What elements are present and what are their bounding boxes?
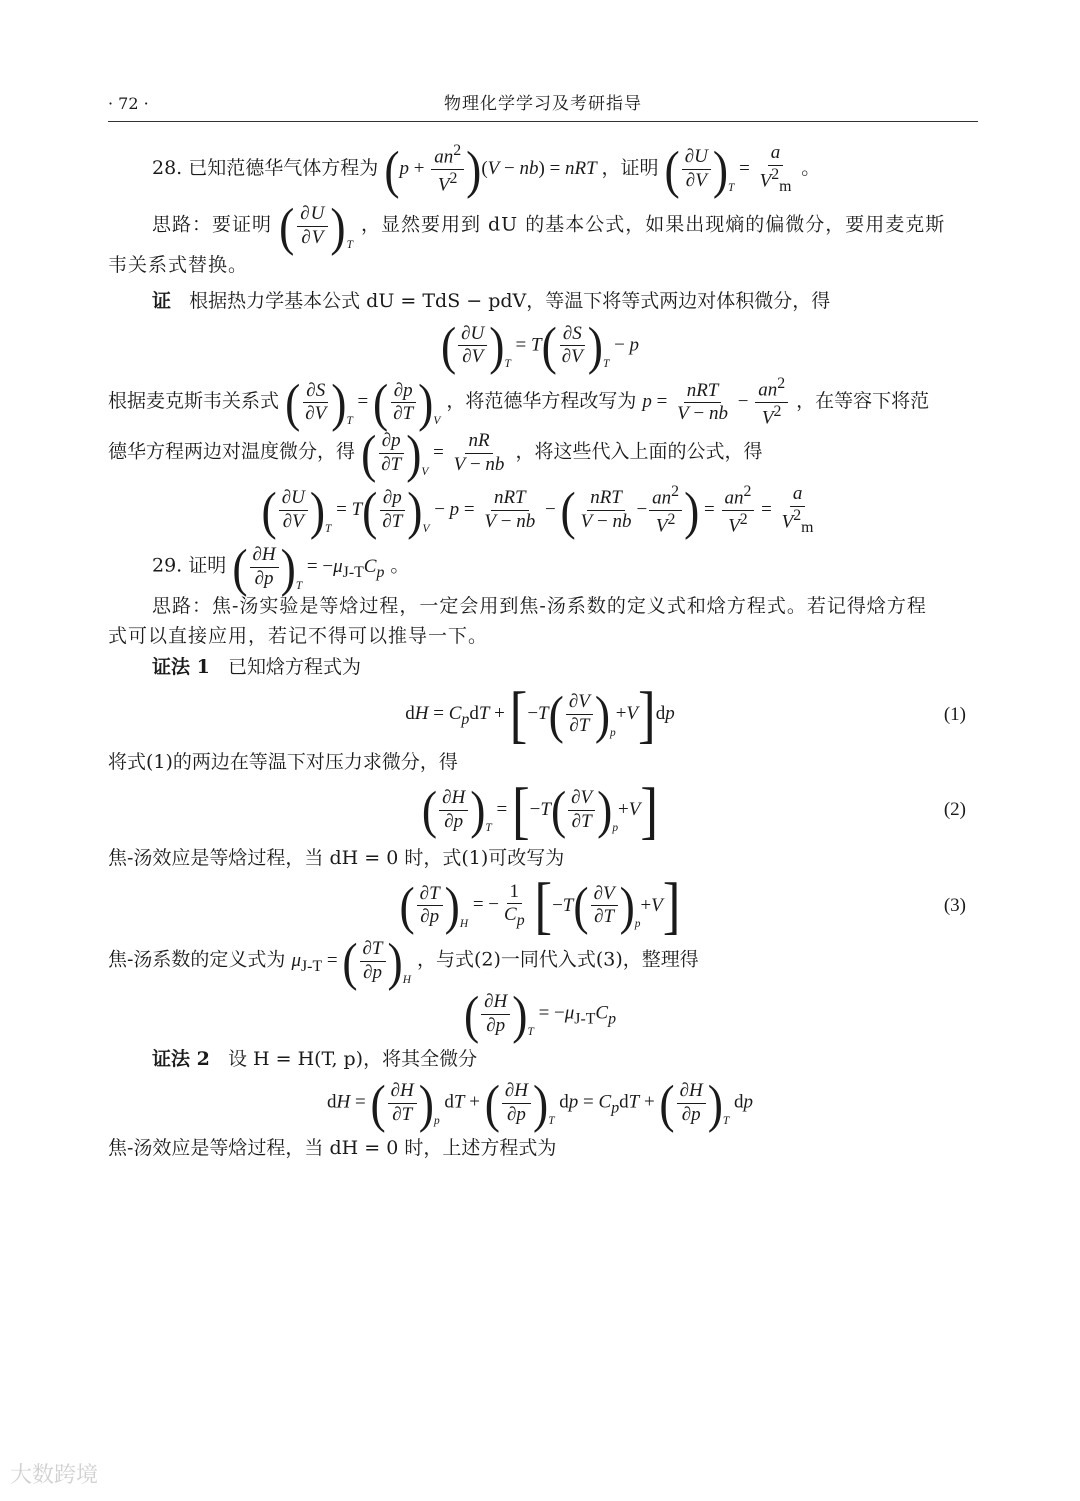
equation-2: ( $\frac{\partial H}{\partial p}$ ) T = [ − T ( $\frac{\partial V}{\partial T}$ ) p + V ] (2) [421, 774, 966, 846]
q29-t3b: ，与式(2)一同代入式(3)，整理得 [416, 949, 699, 972]
page-header [108, 85, 978, 122]
q28-target: ( $\frac{\partial U}{\partial V}$ ) T = $\frac{a}{V^2_m}$ [664, 139, 792, 199]
q29-method1 [108, 652, 972, 682]
q29-end: 。 [390, 554, 410, 577]
q28-maxwell-b: ，将范德华方程改写为 [446, 390, 637, 413]
eq3-number: (3) [943, 894, 966, 916]
watermark: 大数跨境 [10, 1462, 99, 1488]
q29-t2: 焦-汤效应是等焓过程，当 dH = 0 时，式(1)可改写为 [108, 846, 565, 869]
q28-eq-a: ( $\frac{\partial U}{\partial V}$ ) T = T ( $\frac{\partial S}{\partial V}$ ) T − p [440, 316, 640, 375]
method1-label: 证法 1 [152, 655, 210, 678]
method2-label: 证法 2 [152, 1047, 210, 1070]
equation-1: dH = $C_pdT$ + [ − T ( $\frac{\partial V}{\partial T}$ ) p + V ] dp (1) [405, 679, 966, 750]
q28-statement [108, 139, 972, 199]
proof-label: 证 [152, 290, 172, 313]
q29-t3: 焦-汤系数的定义式为 $\mu_{J-T}$ = ( $\frac{\partial T}{\partial p}$ ) H ，与式(2)一同代入式(3)，整理得 [108, 932, 699, 991]
q28-maxwell: 根据麦克斯韦关系式 ( $\frac{\partial S}{\partial V}$ ) T = ( $\frac{\partial p}{\partial T}$ ) V ，将范德华方程改写为 p = $\frac{\text{nRT}}{V - nb}$ − $\frac{an^2}{V^2}$ ，在等容下将范 [108, 373, 930, 432]
q29-think-b: 式可以直接应用，若记不得可以推导一下。 [108, 625, 489, 648]
q28-maxwell-c: ，在等容下将范 [796, 390, 930, 413]
q28-think-c: 韦关系式替换。 [108, 253, 249, 276]
q28-proof-a: 根据热力学基本公式 dU = TdS − pdV，等温下将等式两边对体积微分，得 [189, 290, 831, 313]
q28-maxwell-a: 根据麦克斯韦关系式 [108, 390, 280, 413]
q29-result-1: ( $\frac{\partial H}{\partial p}$ ) T = $-\mu_{J-T}C_p$ [463, 984, 617, 1044]
q29-think-a: 思路：焦-汤实验是等焓过程，一定会用到焦-汤系数的定义式和焓方程式。若记得焓方程 [152, 594, 927, 617]
page-number: · 72 · [108, 94, 149, 113]
q28-think-b: ，显然要用到 dU 的基本公式，如果出现熵的偏微分，要用麦克斯 [360, 213, 946, 236]
q29-t4: 焦-汤效应是等焓过程，当 dH = 0 时，上述方程式为 [108, 1136, 557, 1159]
q28-think-a: 思路：要证明 [152, 213, 273, 236]
q28-maxwell-e: ，将这些代入上面的公式，得 [515, 441, 763, 464]
method2-text: 设 H = H(T, p)，将其全微分 [227, 1047, 478, 1070]
q28-proof [108, 286, 972, 316]
page [108, 85, 972, 1163]
q29-number: 29. [152, 554, 183, 577]
equation-3: ( $\frac{\partial T}{\partial p}$ ) H = − $\frac{1}{C_p}$ [ − T ( $\frac{\partial V}{\partial T}$ ) p + V ] (3) [399, 870, 966, 942]
q29-t1: 将式(1)的两边在等温下对压力求微分，得 [108, 751, 458, 774]
book-title: 物理化学学习及考研指导 [444, 94, 642, 114]
eq2-number: (2) [943, 799, 966, 821]
method1-text: 已知焓方程式为 [227, 655, 361, 678]
q28-prompt-a: 已知范德华气体方程为 [188, 156, 379, 179]
q29-statement: 29. 证明 ( $\frac{\partial H}{\partial p}$ ) T = $-\mu_{J-T}C_p$ 。 [152, 537, 410, 597]
vdw-equation: ( p + $\frac{an^2}{V^2}$ ) (V − nb) = nRT [384, 139, 597, 199]
q29-t3a: 焦-汤系数的定义式为 [108, 949, 286, 972]
q28-eq-b: ( $\frac{\partial U}{\partial V}$ ) T = T ( $\frac{\partial p}{\partial T}$ ) V − p = $\frac{\text{nRT}}{V - nb}$ − ( $\frac{\text{nRT}}{V - nb}$ − $\frac{an^2}{V^2}$ ) = $\frac{an^2}{V^2}$ = $\frac{a}{V^2_m}$ [261, 481, 814, 540]
eq1-number: (1) [943, 703, 966, 725]
q29-prompt-a: 证明 [188, 554, 227, 577]
q28-thinking: 思路：要证明 ( $\frac{\partial U}{\partial V}$ ) T ，显然要用到 dU 的基本公式，如果出现熵的偏微分，要用麦克斯 [152, 196, 946, 256]
q29-total-differential: dH = ( $\frac{\partial H}{\partial T}$ ) p dT + ( $\frac{\partial H}{\partial p}$ ) T dp = $C_pdT$ + ( $\frac{\partial H}{\partial p}$ ) T dp [326, 1073, 753, 1133]
q29-method2 [108, 1044, 972, 1074]
q28-number: 28. [152, 156, 183, 179]
q28-maxwell-2: 德华方程两边对温度微分，得 ( $\frac{\partial p}{\partial T}$ ) V = $\frac{nR}{V - nb}$ ，将这些代入上面的公式，得 [108, 424, 763, 483]
q28-maxwell-d: 德华方程两边对温度微分，得 [108, 441, 356, 464]
q28-prompt-b: ，证明 [601, 156, 659, 179]
q28-end: 。 [801, 156, 821, 179]
